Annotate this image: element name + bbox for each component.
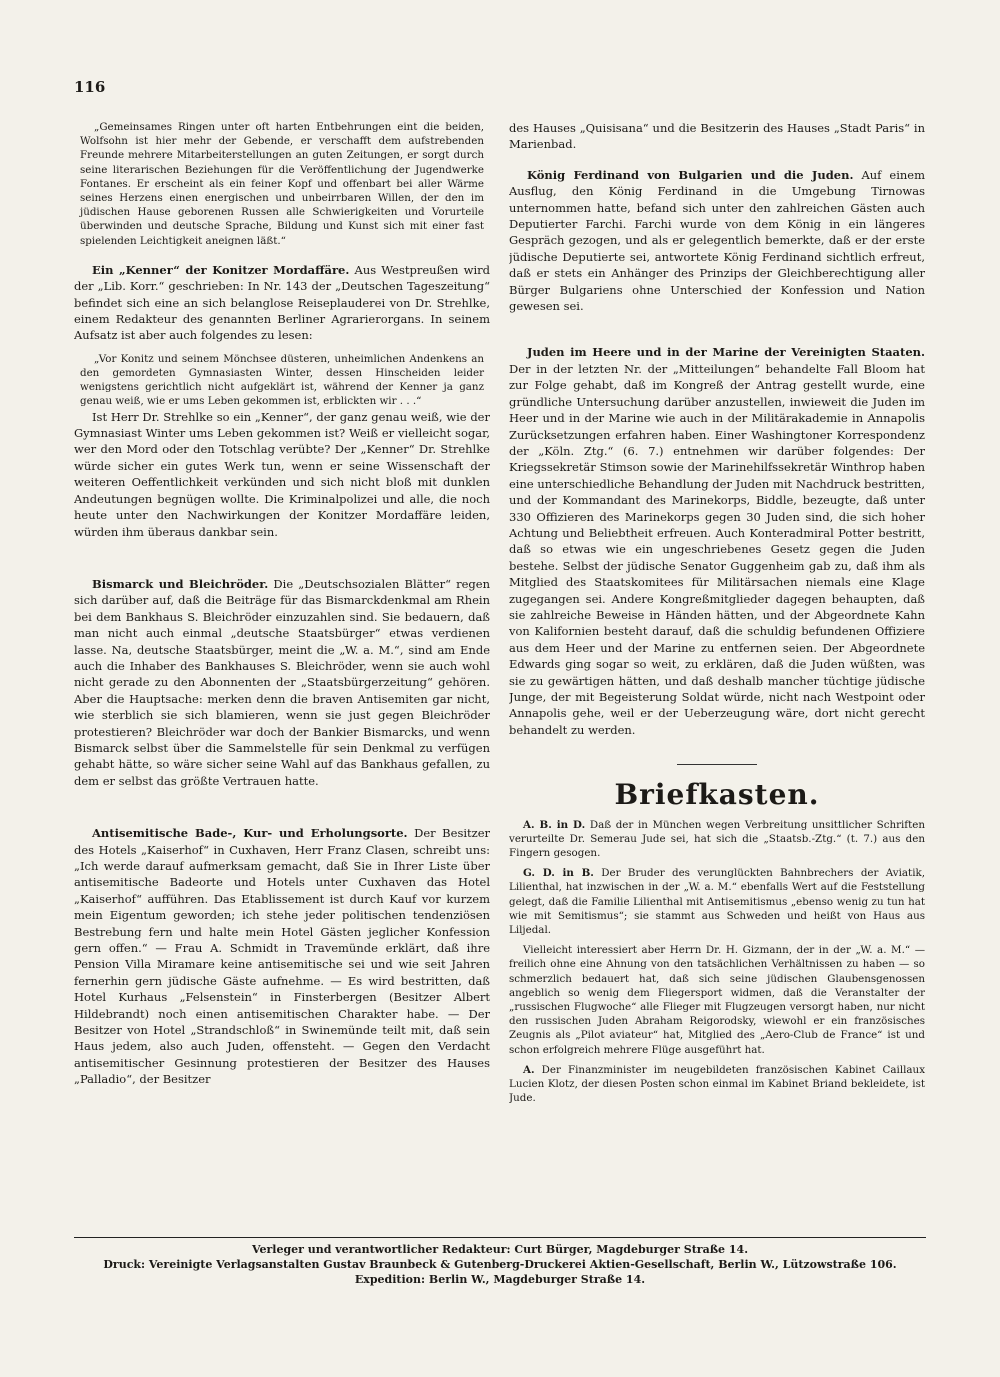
letter-address: A. (523, 1063, 535, 1076)
section-divider (677, 764, 757, 765)
imprint-publisher: Verleger und verantwortlicher Redakteur: Curt Bürger, Magdeburger Straße 14. (251, 1243, 749, 1256)
letter-text: Daß der in München wegen Verbreitung unsittlicher Schriften verurteilte Dr. Semerau Jude sei, hat sich die „Staatsb.-Ztg.“ (t. 7.) aus den Fingern gesogen. (509, 818, 925, 860)
article-heading: Ein „Kenner“ der Konitzer Mordaffäre. (92, 262, 350, 277)
article-konitz (74, 262, 490, 540)
article-text: Der Besitzer des Hotels „Kaiserhof“ in Cuxhaven, Herr Franz Clasen, schreibt uns: „Ich werde darauf aufmerksam gemacht, daß Sie in Ihrer Liste über antisemitische Badeorte und Hotels unter Cuxhaven das Hotel „Kaiserhof“ aufführen. Das Etablissement ist durch Kauf vor kurzem mein Eigentum geworden; ich stehe jeder politischen tendenziösen Bestrebung fern und halte mein Hotel Gästen jeglicher Konfession gern offen.“ — Frau A. Schmidt in Travemünde erklärt, daß ihre Pension Villa Miramare keine antisemitische sei und wie seit Jahren fernerhin gern jüdische Gäste aufnehme. — Es wird bestritten, daß Hotel Kurhaus „Felsenstein“ in Finsterbergen (Besitzer Albert Hildebrandt) noch einen antisemitischen Charakter habe. — Der Besitzer von Hotel „Strandschloß“ in Swinemünde teilt mit, daß sein Haus jedem, also auch Juden, offensteht. — Gegen den Verdacht antisemitischer Gesinnung protestieren der Besitzer des Hauses „Palladio“, der Besitzer (74, 826, 490, 1087)
briefkasten-title: Briefkasten. (614, 778, 820, 812)
letter-item (509, 943, 925, 1057)
letter-item (509, 818, 925, 861)
letter-text: Vielleicht interessiert aber Herrn Dr. H. Gizmann, der in der „W. a. M.“ — freilich ohne eine Ahnung von den tatsächlichen Verhältnissen zu haben — so schmerzlich bedauert hat, daß sich seine jüdischen Glaubensgenossen angeblich so wenig dem Fliegersport widmen, daß die Veranstalter der „russischen Flugwoche“ alle Flieger mit Flugzeugen versorgt haben, nur nicht den russischen Juden Abraham Reigorodsky, wiewohl er ein französisches Zeugnis als „Pilot aviateur“ hat, Mitglied des „Aero-Club de France“ ist und schon erfolgreich mehrere Flüge ausgeführt hat. (509, 944, 925, 1056)
article-vereinigte-staaten (509, 344, 925, 738)
letter-text: Der Bruder des verunglückten Bahnbrechers der Aviatik, Lilienthal, hat inzwischen in der „W. a. M.“ ebenfalls Wert auf die Feststellung gelegt, daß die Familie Lilienthal mit Antisemitismus „ebenso wenig zu tun hat wie mit Semitismus“; sie stammt aus Schweden und heißt von Haus aus Liljedal. (509, 867, 925, 937)
article-badeorte (74, 825, 490, 1088)
page-number: 116 (74, 78, 106, 96)
opening-quote: „Gemeinsames Ringen unter oft harten Entbehrungen eint die beiden, Wolfsohn ist hier mehr der Gebende, er verschafft dem aufstrebenden Freunde mehrere Mitarbeiterstellungen an guten Zeitungen, er sorgt durch seine literarischen Beziehungen für die Veröffentlichung der Jugendwerke Fontanes. Er erscheint als ein feiner Kopf und offenbart bei aller Wärme seines Herzens einen energischen und unbeirrbaren Willen, der den im jüdischen Hause geborenen Russen alle Schwierigkeiten und Vorurteile überwinden und deutsche Sprache, Bildung und Kunst sich mit einer fast spielenden Leichtigkeit aneignen läßt.“ (80, 121, 484, 247)
article-text: Auf einem Ausflug, den König Ferdinand in die Umgebung Tirnowas unternommen hatte, befand sich unter den zahlreichen Gästen auch Deputierter Farchi. Farchi wurde von dem König in ein längeres Gespräch gezogen, und als er gelegentlich bemerkte, daß er der erste jüdische Deputierte sei, antwortete König Ferdinand sichtlich erfreut, daß er stets ein Anhänger des Prinzips der Gleichberechtigung aller Bürger Bulgariens ohne Unterschied der Konfession und Nation gewesen sei. (509, 167, 925, 314)
article-text: Aus Westpreußen wird der „Lib. Korr.“ geschrieben: In Nr. 143 der „Deutschen Tageszeitung“ befindet sich eine an sich belanglose Reiseplauderei von Dr. Strehlke, einem Redakteur des genannten Berliner Agrarierorgans. In seinem Aufsatz ist aber auch folgendes zu lesen: (74, 262, 490, 343)
letter-item (509, 1063, 925, 1106)
article-text: Ist Herr Dr. Strehlke so ein „Kenner“, der ganz genau weiß, wie der Gymnasiast Winter ums Leben gekommen ist? Weiß er vielleicht sogar, wer den Mord oder den Totschlag verübte? Der „Kenner“ Dr. Strehlke würde sicher ein gutes Werk tun, wenn er seine Wissenschaft der weiteren Oeffentlichkeit verkünden und sich nicht bloß mit dunklen Andeutungen begnügen wollte. Die Kriminalpolizei und alle, die noch heute unter den Nachwirkungen der Konitzer Mordaffäre leiden, würden ihm überaus dankbar sein. (74, 409, 490, 539)
article-bismarck (74, 576, 490, 789)
article-heading: König Ferdinand von Bulgarien und die Juden. (527, 167, 854, 182)
right-column (509, 120, 925, 1230)
imprint-printer: Druck: Vereinigte Verlagsanstalten Gustav Braunbeck & Gutenberg-Druckerei Aktien-Gesellschaft, Berlin W., Lützowstraße 106. (103, 1258, 897, 1271)
article-bulgarien (509, 167, 925, 315)
letter-text: Der Finanzminister im neugebildeten französischen Kabinet Caillaux Lucien Klotz, der diesen Posten schon einmal im Kabinet Briand bekleidete, ist Jude. (509, 1063, 925, 1105)
left-column (74, 120, 490, 1230)
article-text: Der in der letzten Nr. der „Mitteilungen“ behandelte Fall Bloom hat zur Folge gehabt, daß im Kongreß der Antrag gestellt wurde, eine gründliche Untersuchung darüber anzustellen, inwieweit die Juden im Heer und in der Marine wie auch in der Militärakademie in Annapolis Zurücksetzungen erfahren haben. Einer Washingtoner Korrespondenz der „Köln. Ztg.“ (6. 7.) entnehmen wir darüber folgendes: Der Kriegssekretär Stimson sowie der Marinehilfssekretär Winthrop haben eine unterschiedliche Behandlung der Juden mit Nachdruck bestritten, und der Kommandant des Marinekorps, Biddle, bezeugte, daß unter 330 Offizieren des Marinekorps gegen 30 Juden sind, die sich hoher Achtung und Beliebtheit erfreuen. Auch Konteradmiral Potter bestritt, daß so etwas wie ein ungeschriebenes Gesetz gegen die Juden bestehe. Selbst der jüdische Senator Guggenheim gab zu, daß ihm als Mitglied des Staatskomitees für Militärsachen niemals eine Klage zugegangen sei. Andere Kongreßmitglieder dagegen behaupten, daß sie zahlreiche Beweise in Händen hätten, und der Abgeordnete Kahn von Kalifornien besteht darauf, daß die schuldig befundenen Offiziere aus dem Heer und der Marine zu entfernen seien. Der Abgeordnete Edwards ging sogar so weit, zu erklären, daß die Juden wüßten, was sie zu gewärtigen hätten, und daß deshalb mancher tüchtige jüdische Junge, der mit Begeisterung Soldat würde, nicht nach Westpoint oder Annapolis gehe, weil er der Ueberzeugung wäre, dort nicht gerecht behandelt zu werden. (509, 361, 925, 737)
imprint-footer (74, 1237, 926, 1287)
letter-address: A. B. in D. (523, 818, 586, 831)
article-heading: Juden im Heere und in der Marine der Vereinigten Staaten. (527, 345, 925, 360)
article-heading: Antisemitische Bade-, Kur- und Erholungsorte. (92, 826, 408, 841)
letter-item (509, 866, 925, 937)
article-heading: Bismarck und Bleichröder. (92, 576, 269, 591)
article-continuation: des Hauses „Quisisana“ und die Besitzerin des Hauses „Stadt Paris“ in Marienbad. (509, 121, 925, 152)
letter-address: G. D. in B. (523, 867, 594, 880)
article-text: Die „Deutschsozialen Blätter“ regen sich darüber auf, daß die Beiträge für das Bismarckdenkmal am Rhein bei dem Bankhaus S. Bleichröder einzuzahlen sind. Sie bedauern, daß man nicht auch einmal „deutsche Staatsbürger“ etwas verdienen lasse. Na, deutsche Staatsbürger, meint die „W. a. M.“, sind am Ende auch die Inhaber des Bankhauses S. Bleichröder, wenn sie auch wohl nicht gerade zu den Abonnenten der „Staatsbürgerzeitung“ gehören. Aber die Hauptsache: merken denn die braven Antisemiten gar nicht, wie sterblich sie sich blamieren, wenn sie just gegen Bleichröder protestieren? Bleichröder war doch der Bankier Bismarcks, und wenn Bismarck selbst über die Sammelstelle für sein Denkmal zu verfügen gehabt hätte, so wäre sicher seine Wahl auf das Bankhaus gefallen, zu dem er selbst das größte Vertrauen hatte. (74, 576, 490, 788)
article-quote: „Vor Konitz und seinem Mönchsee düsteren, unheimlichen Andenkens an den gemordeten Gymnasiasten Winter, dessen Hinscheiden leider wenigstens gerichtlich nicht aufgeklärt ist, während der Kenner ja ganz genau weiß, wie er ums Leben gekommen ist, erblickten wir . . .“ (80, 352, 484, 408)
imprint-expedition: Expedition: Berlin W., Magdeburger Straße 14. (354, 1273, 646, 1286)
